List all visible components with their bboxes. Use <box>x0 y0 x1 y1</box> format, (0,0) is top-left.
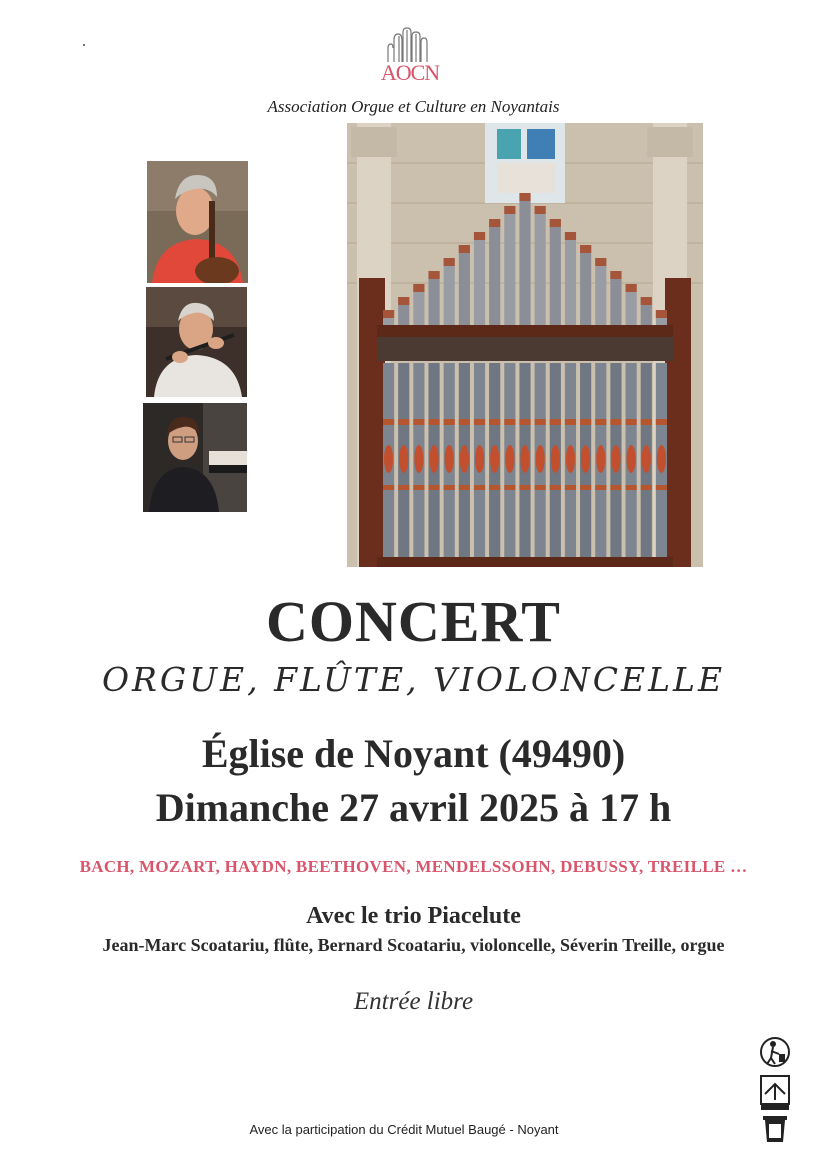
organist-photo <box>143 403 247 512</box>
tidy-man-icon <box>761 1038 789 1066</box>
members-line: Jean-Marc Scoatariu, flûte, Bernard Scoatariu, violoncelle, Séverin Treille, orgue <box>102 935 725 955</box>
cellist-photo <box>147 161 248 283</box>
footer-icons <box>757 1036 797 1146</box>
church-organ-photo <box>347 123 703 567</box>
trio-line: Avec le trio Piacelute <box>306 903 521 929</box>
logo-text: AOCN <box>380 60 440 85</box>
association-name: Association Orgue et Culture en Noyantais <box>267 97 560 116</box>
instruments-subtitle: ORGUE, FLÛTE, VIOLONCELLE <box>101 660 726 699</box>
aocn-logo <box>368 26 452 86</box>
composers-list: BACH, MOZART, HAYDN, BEETHOVEN, MENDELSSOHN, DEBUSSY, TREILLE … <box>79 857 748 876</box>
speck <box>83 44 85 46</box>
sponsor-line: Avec la participation du Crédit Mutuel Baugé - Noyant <box>249 1122 559 1137</box>
date-line: Dimanche 27 avril 2025 à 17 h <box>155 785 672 830</box>
concert-title: CONCERT <box>266 589 561 654</box>
recycle-bin-icon <box>763 1116 787 1142</box>
entry-line: Entrée libre <box>353 988 474 1015</box>
sorting-icon <box>761 1076 789 1110</box>
flutist-photo <box>146 287 247 397</box>
venue-line: Église de Noyant (49490) <box>201 731 626 776</box>
